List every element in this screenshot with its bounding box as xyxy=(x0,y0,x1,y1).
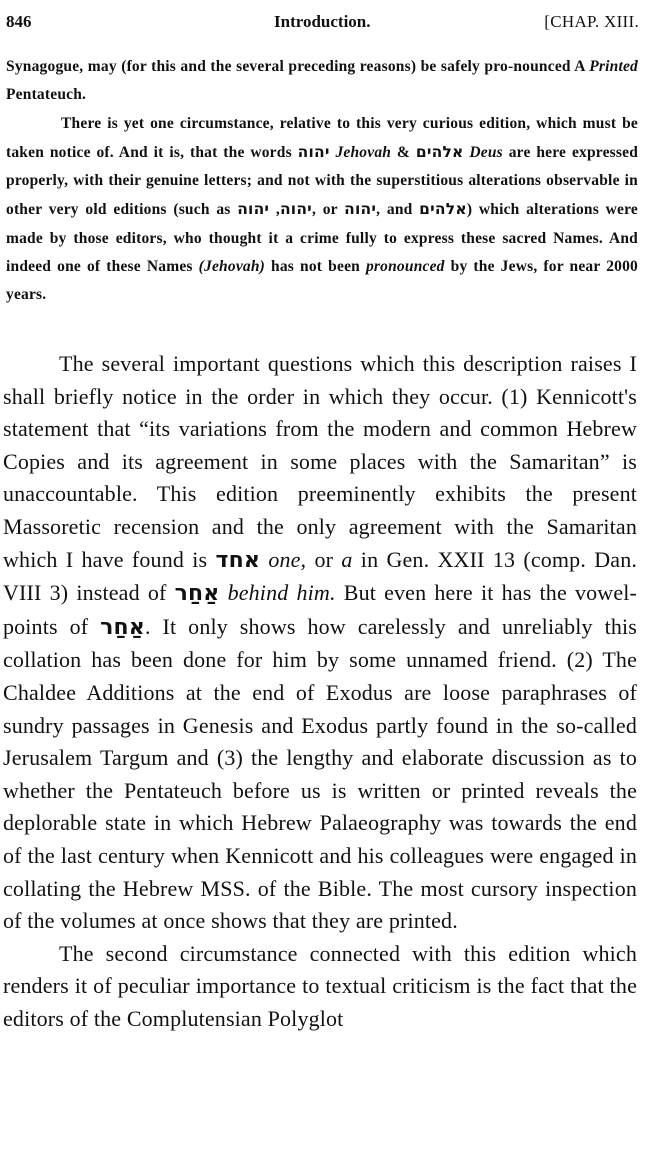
hebrew-word: אַחַר xyxy=(100,614,145,640)
hebrew-word: יהוה xyxy=(344,200,377,219)
italic-text: (Jehovah) xyxy=(198,258,266,276)
page-header xyxy=(6,12,639,40)
text-run: & xyxy=(391,143,416,161)
text-run: by the Jews, for near 2000 years. xyxy=(6,258,638,304)
quote-paragraph-1 xyxy=(6,53,638,110)
hebrew-word: יהוה xyxy=(297,142,330,161)
text-run: The several important questions which this description raises I shall briefly notice in the order in which they occur. (1) Kennicott's statement that “its variations from the modern and common Hebrew Copies and its agreement in some places with the Samaritan” is unaccountable. This edition preeminently exhibits the present Massoretic recension and the only agreement with the Samaritan which I have found is xyxy=(3,351,637,572)
hebrew-word: אלהים xyxy=(419,200,467,219)
hebrew-word: אַחַר xyxy=(174,581,220,607)
main-text xyxy=(3,348,637,1035)
italic-text: pronounced xyxy=(365,258,445,276)
running-title: Introduction. xyxy=(274,12,371,31)
text-run: , xyxy=(269,201,280,219)
italic-text: behind him. xyxy=(227,580,336,606)
body-paragraph-1 xyxy=(3,348,637,938)
hebrew-word: אחד xyxy=(215,547,261,573)
chapter-label: [CHAP. XIII. xyxy=(544,12,639,31)
text-run: in Gen. XXII 13 (comp. Dan. VIII 3) instead of xyxy=(3,546,638,606)
text-run: are here expressed properly, with their genuine letters; and not with the superstitious alterations observable in other very old editions (such as xyxy=(6,143,639,219)
quoted-passage xyxy=(6,53,638,310)
italic-text: Jehovah xyxy=(335,143,392,161)
page-number: 846 xyxy=(6,12,32,31)
text-run: Pentateuch. xyxy=(6,86,87,104)
text-run: , and xyxy=(376,201,420,219)
italic-text: Printed xyxy=(589,58,638,75)
italic-text: one, xyxy=(268,546,307,572)
text-run: There is yet one circumstance, relative to this very curious edition, which must be taken notice of. And it is, that the words xyxy=(6,114,638,161)
body-paragraph-2: The second circumstance connected with this edition which renders it of peculiar importance to textual criticism is the fact that the editors of the Complutensian Polyglot xyxy=(3,940,637,1031)
text-run: . It only shows how carelessly and unreliably this collation has been done for him by some unnamed friend. (2) The Chaldee Additions at the end of Exodus are loose paraphrases of sundry passages in Genesis and Exodus partly found in the so-called Jerusalem Targum and (3) the lengthy and elaborate discussion as to whether the Pentateuch before us is written or printed reveals the deplorable state in which Hebrew Palaeography was towards the end of the last century when Kennicott and his colleagues were engaged in collating the Hebrew MSS. of the Bible. The most cursory inspection of the volumes at once shows that they are printed. xyxy=(3,613,637,934)
text-run: ) which alterations were made by those editors, who thought it a crime fully to express these sacred Names. And indeed one of these Names xyxy=(6,201,638,276)
text-run: , or xyxy=(311,201,345,219)
text-run: has not been xyxy=(265,258,366,276)
text-run: or xyxy=(306,546,342,572)
hebrew-word: יהוה xyxy=(279,200,312,219)
italic-text: a xyxy=(341,546,353,572)
italic-text: Deus xyxy=(469,143,503,161)
text-run: But even here it has the vowel-points of xyxy=(3,580,637,639)
text-run xyxy=(219,580,227,605)
hebrew-word: אלהים xyxy=(415,142,464,161)
hebrew-word: יהוה xyxy=(237,200,270,219)
text-run: Synagogue, may (for this and the several preceding reasons) be safely pro-nounced A xyxy=(6,58,590,75)
quote-paragraph-2 xyxy=(6,110,638,310)
